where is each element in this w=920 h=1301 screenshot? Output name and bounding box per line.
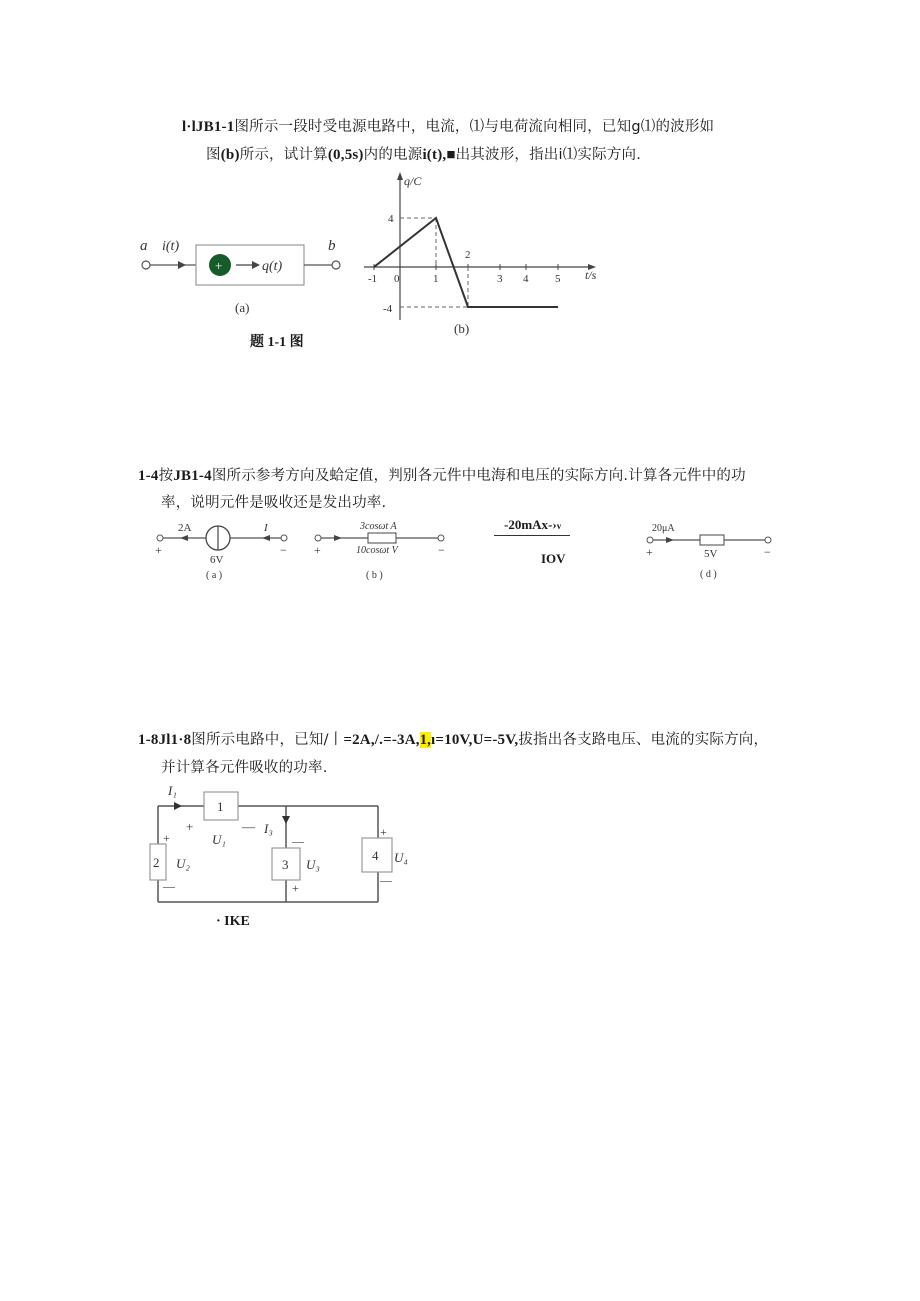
figure-1-1b-waveform [362,170,612,340]
terminal [157,535,163,541]
tick-label: 0 [394,273,400,285]
problem-text-bold: (0,5s) [327,147,364,163]
minus-sign: − [280,543,287,557]
u2-label: U₂ [176,856,190,871]
charge-waveform [374,218,558,307]
figure-title: 题 1-1 图 [250,335,304,350]
tick-label: -4 [383,303,393,315]
figure-caption: · IKE [216,914,250,929]
figure-1-1a [130,228,350,323]
element-4-label: 4 [372,848,379,863]
plus-icon: + [215,258,223,273]
resistor [368,533,396,543]
plus-sign: + [646,545,653,559]
current-arrow [178,261,186,269]
voltage-label: 10cosωt V [356,545,398,556]
plus-sign: + [314,543,321,557]
fig-a-caption: (a) [235,300,250,315]
charge-label: q(t) [262,259,283,274]
problem-number: 1-4 [138,468,159,484]
u3-label: U₃ [306,857,320,872]
fig-caption: ( d ) [700,569,717,580]
tick-label: 4 [388,213,394,225]
highlight-mark: 1, [419,732,432,748]
tick-label: 2 [465,249,471,261]
terminal-b [332,261,340,269]
current-subscript: v [556,521,562,531]
tick-label: 4 [523,273,529,285]
u4-label: U₄ [394,850,408,865]
current-arrow [334,535,342,541]
figure-1-4c-current [504,517,561,533]
plus-sign: + [186,819,194,834]
fig-b-caption: (b) [454,321,470,336]
plus-sign: + [292,881,299,895]
problem-text-bold: i(t),■ [422,147,456,163]
problem-text: 按 [158,468,174,484]
plus-sign: + [380,825,387,839]
minus-sign: — [242,819,255,834]
current-label: 2A [178,522,192,534]
plus-sign: + [155,543,162,557]
fig-caption: ( b ) [366,570,383,581]
guide-lines [400,218,468,307]
figure-1-4d [640,515,780,585]
y-axis-arrow [397,172,403,180]
current-label: 3cosωt A [360,521,397,532]
minus-sign: — [380,873,392,887]
terminal [315,535,321,541]
problem-text-bold: ı=10V,U=-5V, [431,732,519,748]
node-b-label: b [328,238,336,254]
problem-text: 图 [206,147,221,163]
problem-number: l·lJB1-1 [182,119,235,135]
problem-text: 并计算各元件吸收的功率. [161,760,328,776]
current-label: 20μA [652,523,675,534]
tick-label: 5 [555,273,561,285]
minus-sign: — [292,834,304,848]
figure-1-4c-wire [494,535,570,536]
problem-text: 拔指出各支路电压、电流的实际方向， [518,732,769,748]
problem-1-1-line-2 [206,145,641,165]
tick-label: 1 [433,273,439,285]
i-label: I [264,522,268,534]
terminal-a [142,261,150,269]
current-label: i(t) [162,239,180,254]
problem-number: 1-8Jl1·8 [138,732,192,748]
problem-text: 内的电源 [363,147,423,163]
i3-arrow [282,816,290,824]
problem-1-1-line-1 [182,117,714,137]
tick-label: 3 [497,273,503,285]
problem-text: 出其波形，指出i⑴实际方向. [455,147,642,163]
voltage-label: 6V [210,554,224,566]
problem-1-4-line-1 [138,466,746,486]
current-arrow [666,537,674,543]
i1-label: I₁ [168,783,177,798]
resistor [700,535,724,545]
i-arrow [262,535,270,541]
tick-label: -1 [368,273,378,285]
current-arrow [180,535,188,541]
terminal [647,537,653,543]
minus-sign: − [764,545,771,559]
problem-text-bold: JB1-4 [173,468,212,484]
element-3-label: 3 [282,857,289,872]
fig-caption: ( a ) [206,570,223,581]
terminal [765,537,771,543]
problem-text-bold: (b) [220,147,240,163]
u1-label: U₁ [212,832,226,847]
problem-text: 图所示参考方向及蛤定值，判别各元件中电海和电压的实际方向.计算各元件中的功 [211,468,746,484]
problem-text: 图所示一段时受电源电路中，电流，⑴与电荷流向相同，已知g⑴的波形如 [234,119,715,135]
plus-sign: + [163,831,170,845]
element-2-label: 2 [153,855,160,870]
problem-text: 所示，试计算 [239,147,328,163]
i1-arrow [174,802,182,810]
figure-1-8-circuit [140,780,408,910]
terminal [281,535,287,541]
node-a-label: a [140,238,148,254]
problem-1-8-line-1 [138,730,768,750]
problem-1-8-line-2 [161,758,328,778]
element-1-label: 1 [217,799,224,814]
figure-1-4c-voltage: IOV [541,551,566,566]
voltage-label: 5V [704,548,718,560]
y-axis-label: q/C [404,174,422,188]
problem-text: 图所示电路中，已知/丨 [191,732,344,748]
figure-1-4a [150,515,300,585]
current-label: -20mAx-› [504,517,557,532]
i3-label: I₃ [264,821,273,836]
problem-1-4-line-2 [161,493,386,513]
minus-sign: − [438,543,445,557]
x-axis-label: t/s [585,268,597,282]
minus-sign: — [163,879,175,893]
figure-1-4b [310,515,460,585]
problem-text: 率，说明元件是吸收还是发出功率. [161,495,387,511]
problem-text-bold: =2A,/.=-3A, [343,732,420,748]
terminal [438,535,444,541]
